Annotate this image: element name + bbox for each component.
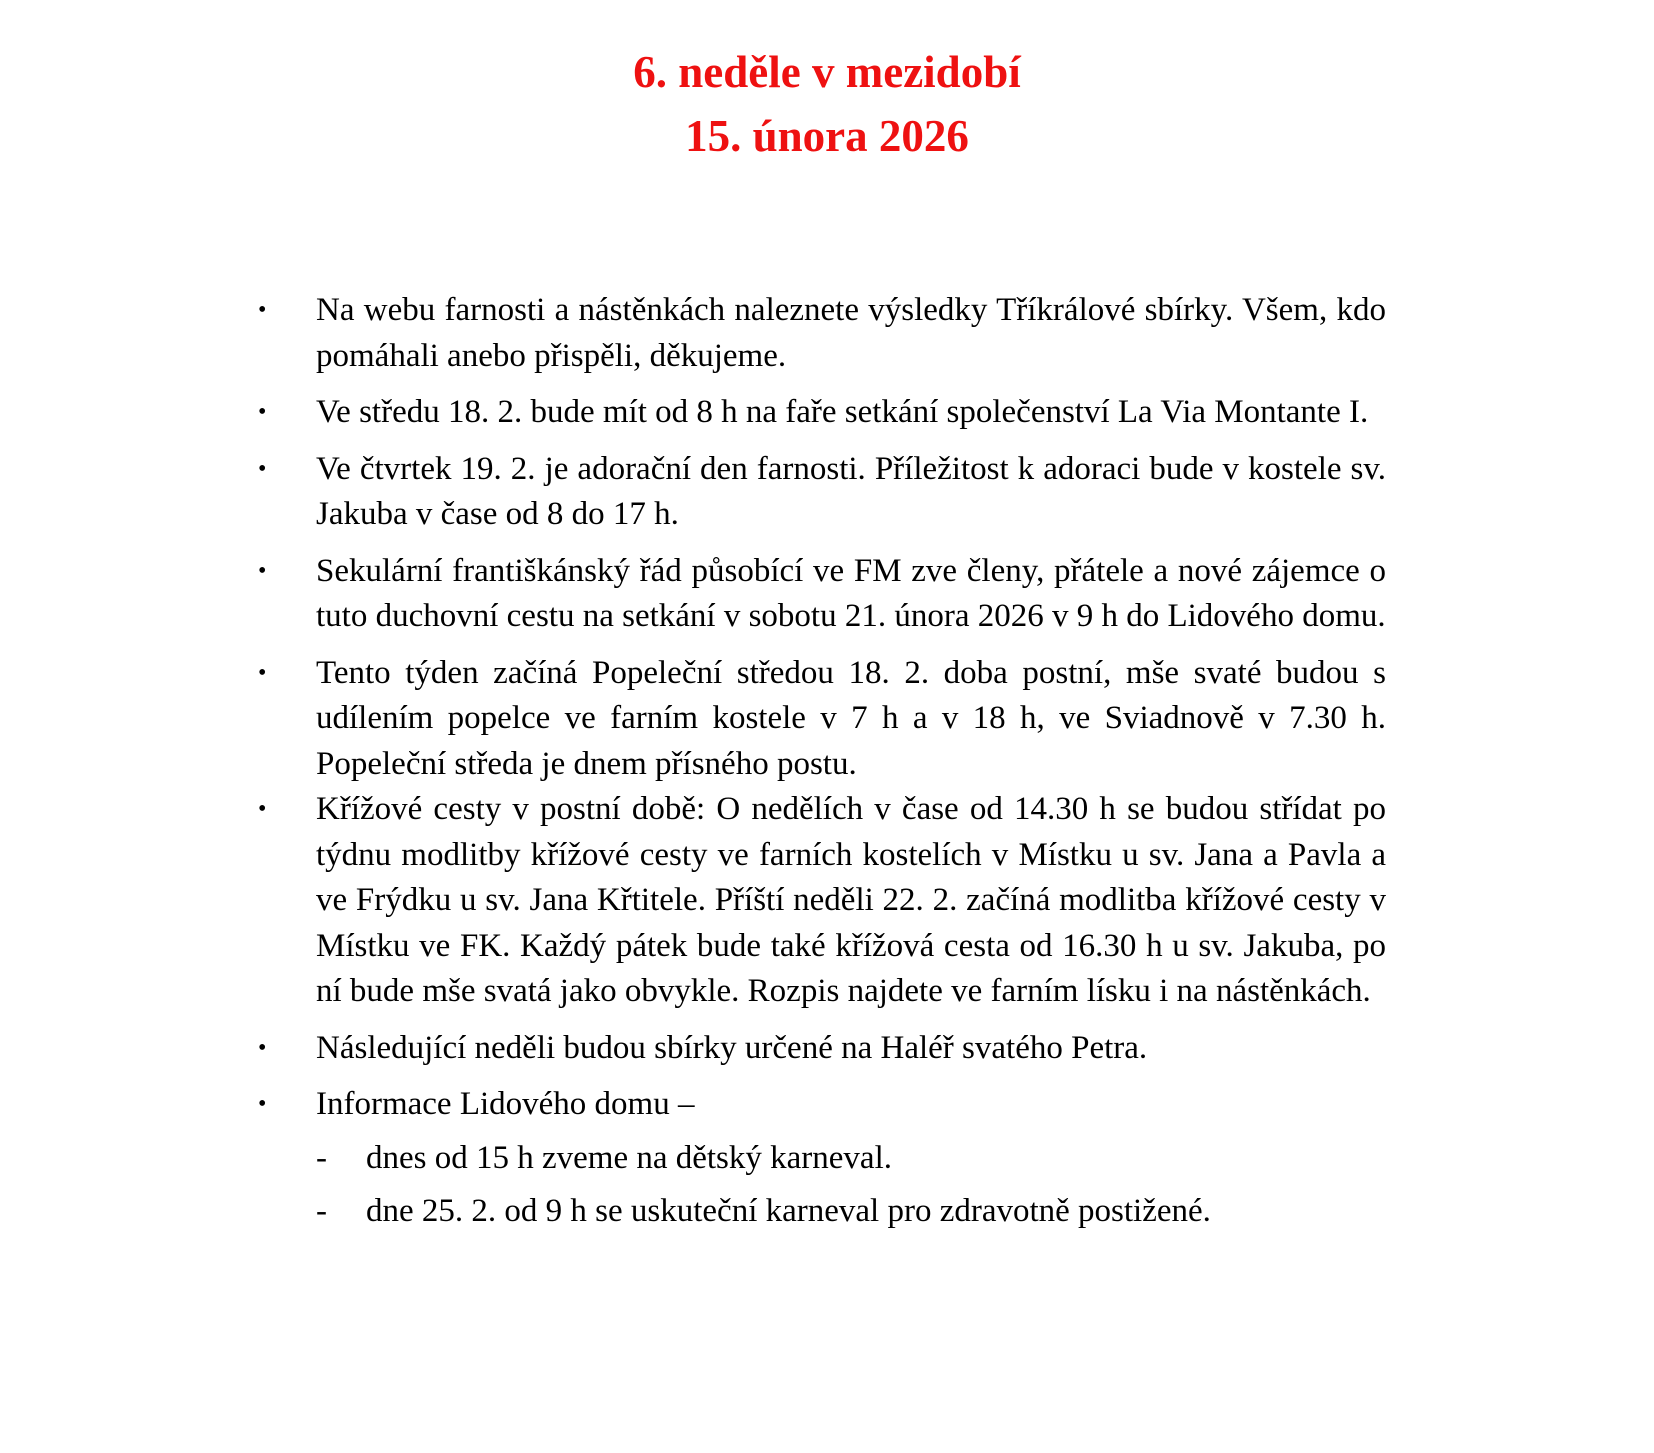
page-title xyxy=(0,40,1654,168)
list-item xyxy=(258,447,1386,538)
list-item xyxy=(258,288,1386,379)
bullet-icon: • xyxy=(258,399,267,425)
sub-item-text: dnes od 15 h zveme na dětský karneval. xyxy=(366,1139,893,1176)
sub-item-list xyxy=(316,1136,1386,1235)
title-date: 15. února 2026 xyxy=(685,111,969,161)
list-item xyxy=(258,651,1386,788)
sub-item-text: dne 25. 2. od 9 h se uskuteční karneval pro zdravotně postižené. xyxy=(366,1193,1211,1229)
bullet-icon: • xyxy=(258,455,267,482)
sub-list-item xyxy=(316,1136,1386,1182)
title-sunday: 6. neděle v mezidobí xyxy=(633,47,1021,97)
announcement-text: Na webu farnosti a nástěnkách naleznete výsledky Tříkrálové sbírky. Všem, kdo pomáhali anebo přispěli, děkujeme. xyxy=(316,292,1386,374)
announcement-text: Sekulární františkánský řád působící ve FM zve členy, přátele a nové zájemce o tuto duchovní cestu na setkání v sobotu 21. února 2026 v 9 h do Lidového domu. xyxy=(316,552,1386,634)
list-item xyxy=(258,1082,1386,1235)
dash-icon: - xyxy=(316,1139,327,1176)
announcement-text: Informace Lidového domu – xyxy=(316,1086,695,1122)
list-item xyxy=(258,390,1386,436)
bullet-icon: • xyxy=(258,1091,267,1117)
announcement-text: Ve středu 18. 2. bude mít od 8 h na faře setkání společenství La Via Montante I. xyxy=(316,394,1369,430)
bullet-icon: • xyxy=(258,1034,267,1061)
announcements-content xyxy=(258,288,1386,1246)
list-item xyxy=(258,1026,1386,1072)
sub-list-item xyxy=(316,1189,1386,1235)
list-item xyxy=(258,549,1386,640)
dash-icon: - xyxy=(316,1193,327,1229)
announcement-text: Křížové cesty v postní době: O nedělích v čase od 14.30 h se budou střídat po týdnu modlitby křížové cesty ve farních kostelích v Místku u sv. Jana a Pavla a ve Frýdku u sv. Jana Křtitele. Příští neděli 22. 2. začíná modlitba křížové cesty v Místku ve FK. Každý pátek bude také křížová cesta od 16.30 h u sv. Jakuba, po ní bude mše svatá jako obvykle. Rozpis najdete ve farním lísku i na nástěnkách. xyxy=(316,791,1386,1009)
list-item xyxy=(258,787,1386,1015)
announcement-text: Tento týden začíná Popeleční středou 18. 2. doba postní, mše svaté budou s udílením popelce ve farním kostele v 7 h a v 18 h, ve Sviadnově v 7.30 h. Popeleční středa je dnem přísného postu. xyxy=(316,654,1386,782)
bullet-icon: • xyxy=(258,796,267,822)
bullet-icon: • xyxy=(258,297,267,323)
announcement-text: Následující neděli budou sbírky určené na Haléř svatého Petra. xyxy=(316,1029,1148,1066)
announcement-list xyxy=(258,288,1386,1235)
announcement-text: Ve čtvrtek 19. 2. je adorační den farnosti. Příležitost k adoraci bude v kostele sv. Jakuba v čase od 8 do 17 h. xyxy=(316,450,1386,532)
bullet-icon: • xyxy=(258,659,267,686)
bullet-icon: • xyxy=(258,557,267,584)
